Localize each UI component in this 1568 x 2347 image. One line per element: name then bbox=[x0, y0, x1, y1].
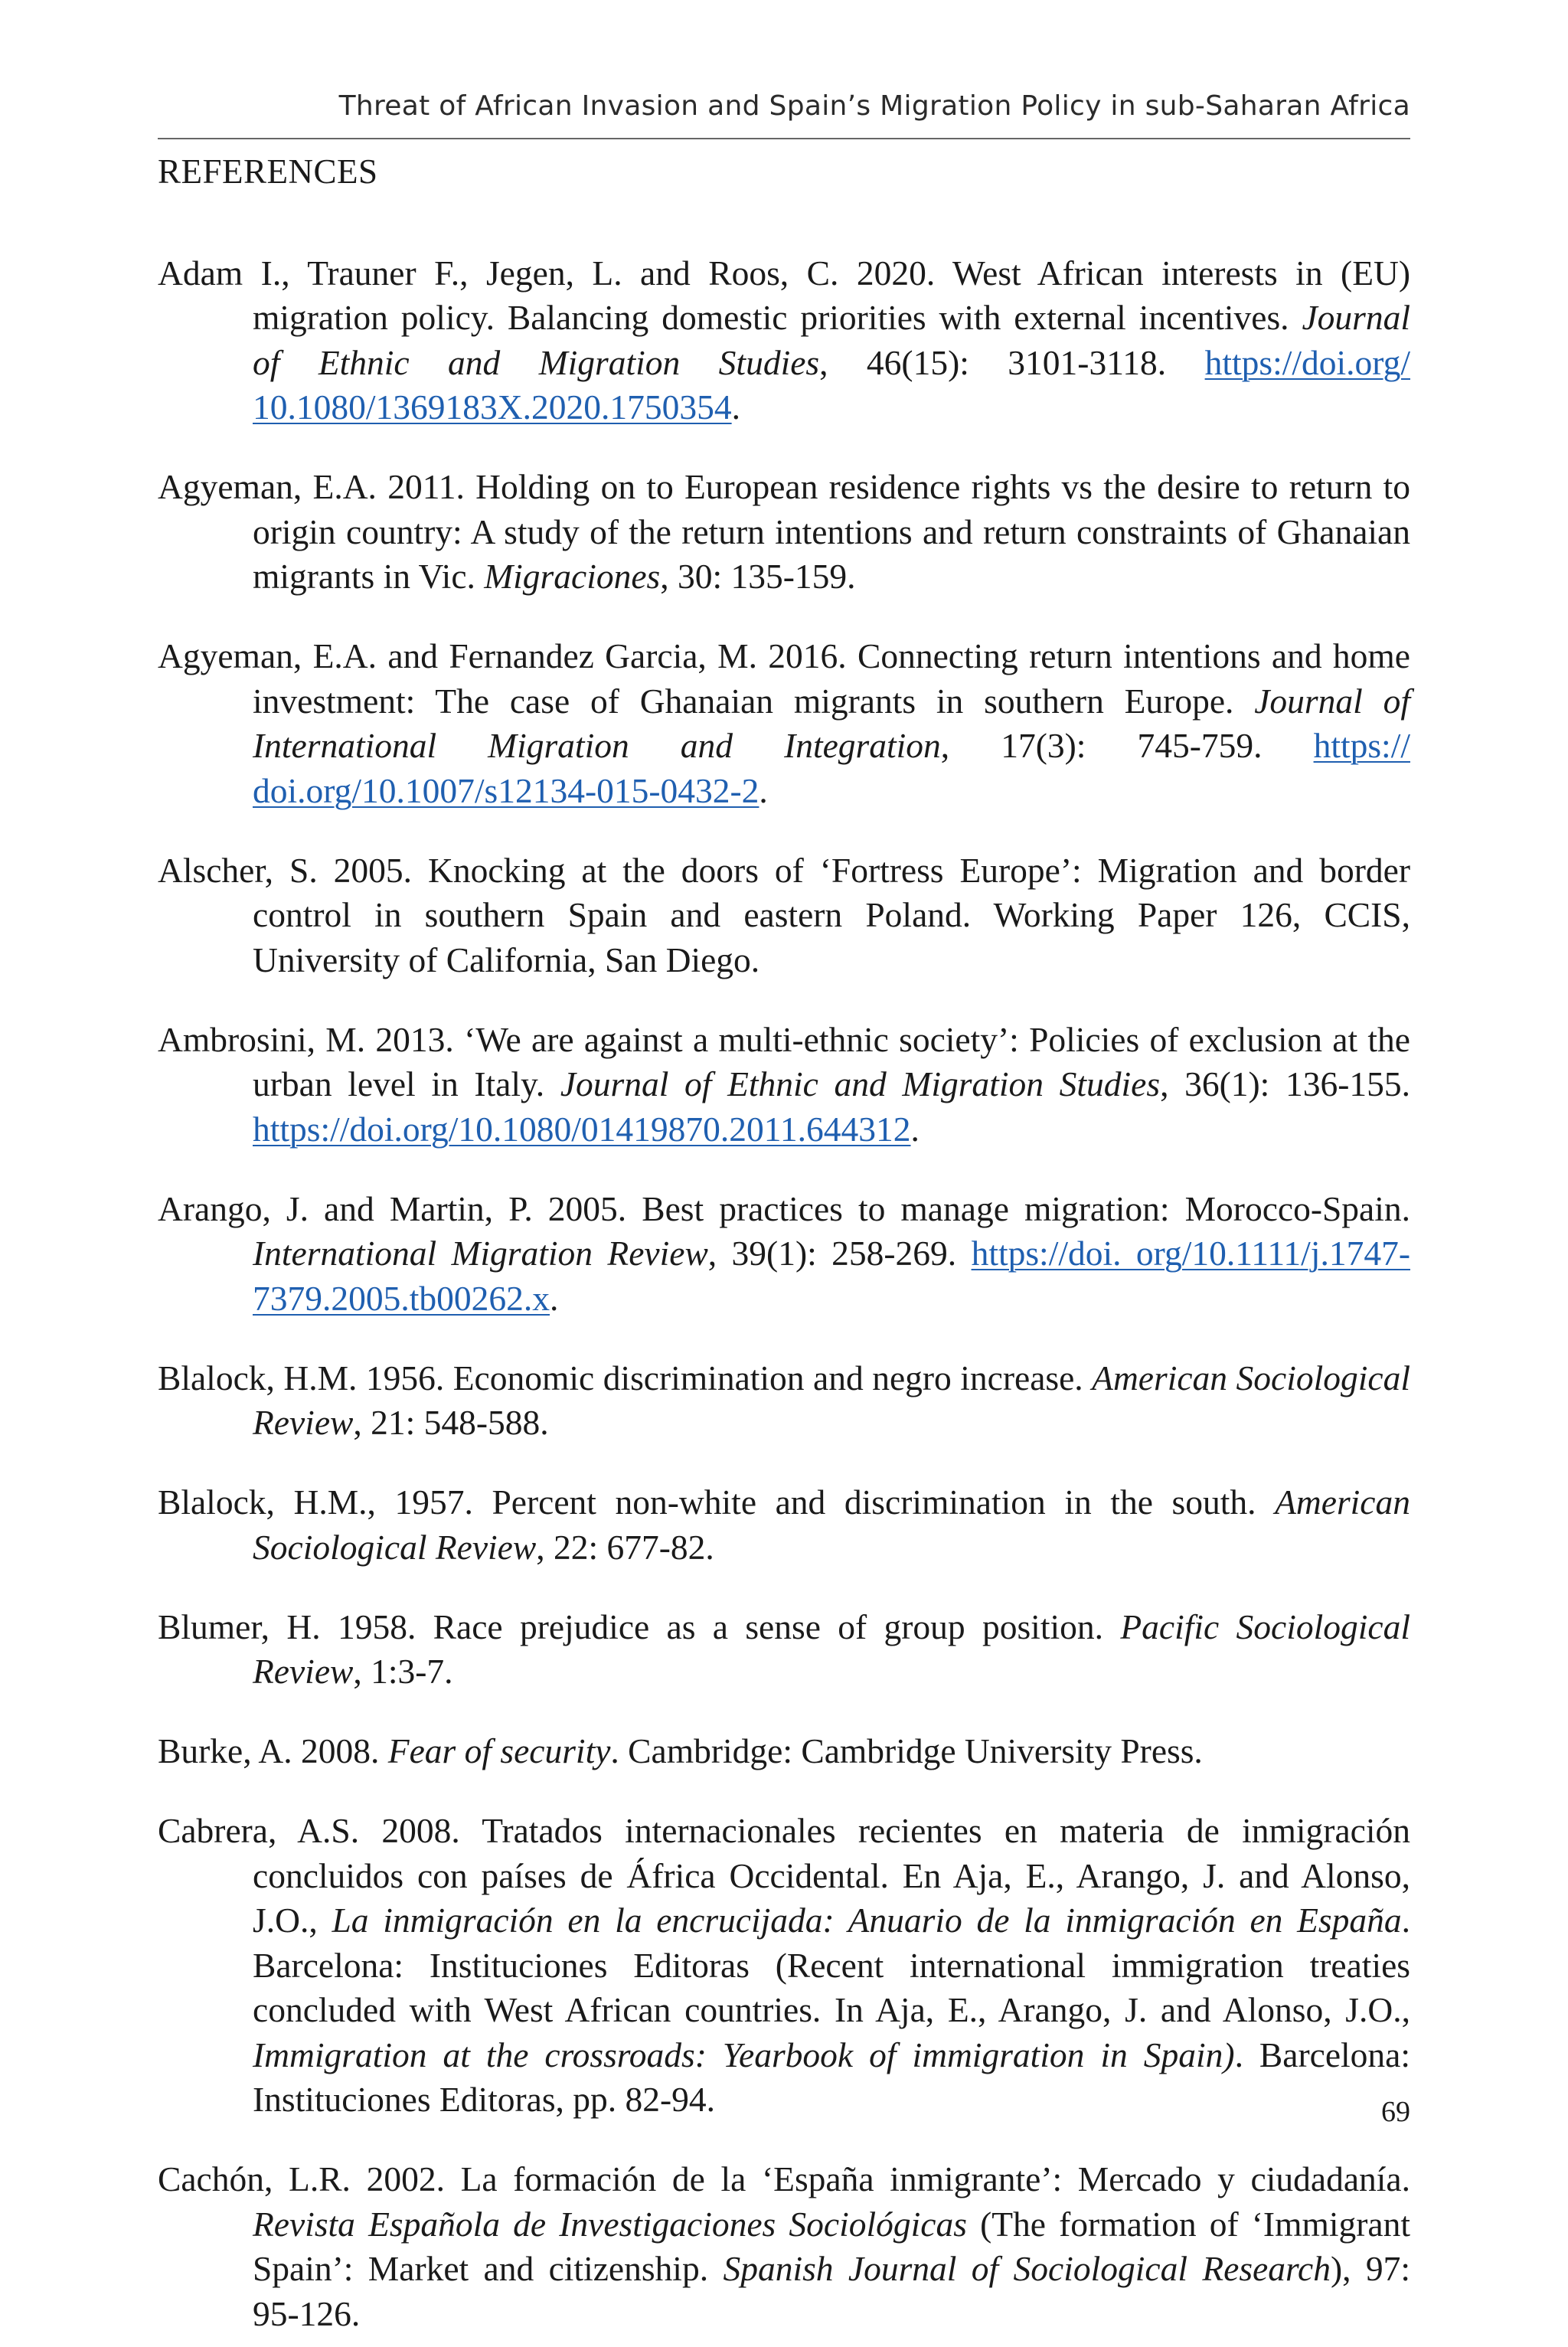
doi-link[interactable]: https://doi.org/ 10.1080/1369183X.2020.1750354 bbox=[253, 342, 1410, 427]
doi-link[interactable]: https:// doi.org/10.1007/s12134-015-0432-2 bbox=[253, 726, 1410, 810]
reference-entry: Blumer, H. 1958. Race prejudice as a sense of group position. Pacific Sociological Review, 1:3-7. bbox=[158, 1607, 1410, 1691]
page-number: 69 bbox=[1381, 2096, 1410, 2128]
doi-link[interactable]: https://doi.org/10.1080/01419870.2011.644312 bbox=[253, 1109, 911, 1149]
running-head: Threat of African Invasion and Spain’s Migration Policy in sub-Saharan Africa bbox=[338, 90, 1410, 122]
reference-list bbox=[158, 216, 1410, 2347]
references-heading: REFERENCES bbox=[158, 152, 378, 191]
reference-entry: Blalock, H.M. 1956. Economic discrimination and negro increase. American Sociological Review, 21: 548-588. bbox=[158, 1358, 1410, 1442]
reference-entry: Alscher, S. 2005. Knocking at the doors of ‘Fortress Europe’: Migration and border control in southern Spain and eastern Poland. Working Paper 126, CCIS, University of California, San Diego. bbox=[158, 850, 1410, 979]
reference-entry: Ambrosini, M. 2013. ‘We are against a multi-ethnic society’: Policies of exclusion at the urban level in Italy. Journal of Ethnic and Migration Studies, 36(1): 136-155. https://doi.org/10.1080/01419870.2011.644312. bbox=[158, 1019, 1410, 1149]
reference-entry: Adam I., Trauner F., Jegen, L. and Roos, C. 2020. West African interests in (EU) migration policy. Balancing domestic priorities with external incentives. Journal of Ethnic and Migration Studies, 46(15): 3101-3118. https://doi.org/ 10.1080/1369183X.2020.1750354. bbox=[158, 253, 1410, 427]
reference-entry: Agyeman, E.A. 2011. Holding on to European residence rights vs the desire to return to origin country: A study of the return intentions and return constraints of Ghanaian migrants in Vic. Migraciones, 30: 135-159. bbox=[158, 467, 1410, 596]
reference-entry: Cachón, L.R. 2002. La formación de la ‘España inmigrante’: Mercado y ciudadanía. Revista Española de Investigaciones Sociológicas (The formation of ‘Immigrant Spain’: Market and citizenship. Spanish Journal of Sociological Research), 97: 95-126. bbox=[158, 2159, 1410, 2333]
doi-link[interactable]: https://doi. org/10.1111/j.1747-7379.2005.tb00262.x bbox=[253, 1234, 1410, 1318]
reference-entry: Blalock, H.M., 1957. Percent non-white and discrimination in the south. American Sociological Review, 22: 677-82. bbox=[158, 1482, 1410, 1567]
reference-entry: Agyeman, E.A. and Fernandez Garcia, M. 2016. Connecting return intentions and home investment: The case of Ghanaian migrants in southern Europe. Journal of International Migration and Integration, 17(3): 745-759. https:// doi.org/10.1007/s12134-015-0432-2. bbox=[158, 636, 1410, 810]
reference-entry: Arango, J. and Martin, P. 2005. Best practices to manage migration: Morocco-Spain. International Migration Review, 39(1): 258-269. https://doi. org/10.1111/j.1747-7379.2005.tb00262.x. bbox=[158, 1188, 1410, 1318]
reference-entry: Cabrera, A.S. 2008. Tratados internacionales recientes en materia de inmigración concluidos con países de África Occidental. En Aja, E., Arango, J. and Alonso, J.O., La inmigración en la encrucijada: Anuario de la inmigración en España. Barcelona: Instituciones Editoras (Recent international immigration treaties concluded with West African countries. In Aja, E., Arango, J. and Alonso, J.O., Immigration at the crossroads: Yearbook of immigration in Spain). Barcelona: Instituciones Editoras, pp. 82-94. bbox=[158, 1811, 1410, 2119]
header-rule bbox=[158, 138, 1410, 139]
reference-entry: Burke, A. 2008. Fear of security. Cambridge: Cambridge University Press. bbox=[158, 1731, 1203, 1770]
